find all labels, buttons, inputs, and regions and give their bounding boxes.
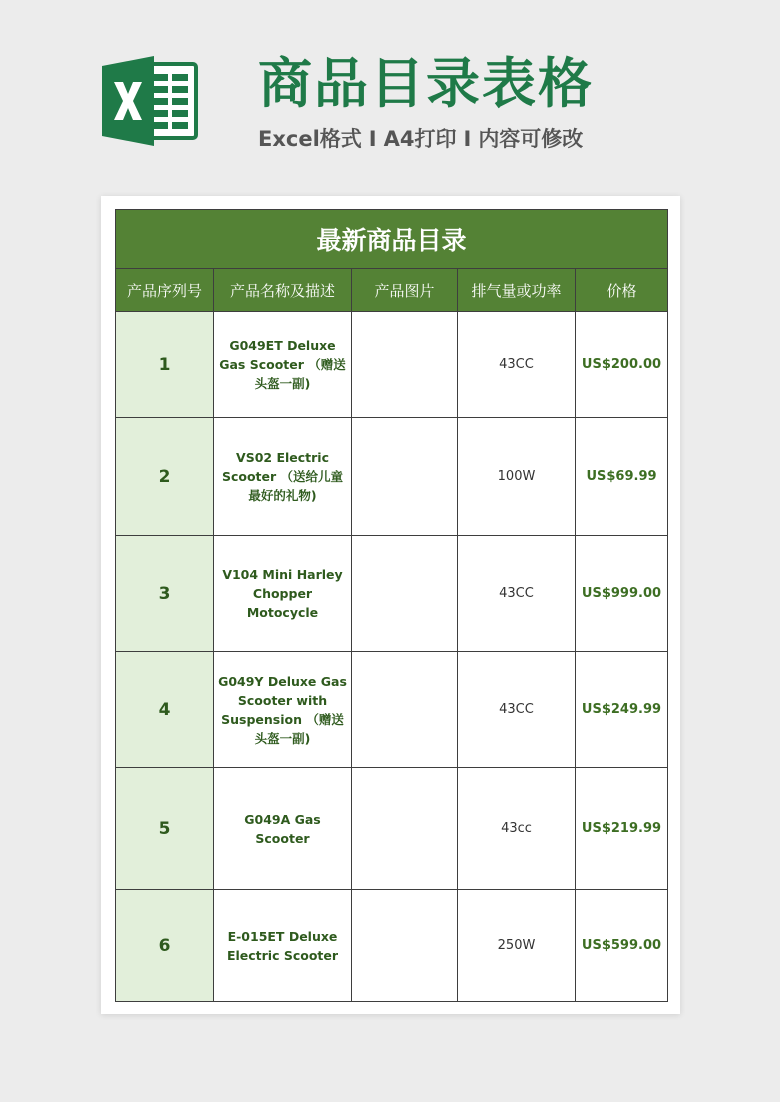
product-displacement: 250W	[458, 890, 576, 1002]
product-displacement: 43cc	[458, 768, 576, 890]
product-id: 6	[116, 890, 214, 1002]
separator: I	[368, 127, 377, 151]
product-id: 5	[116, 768, 214, 890]
product-price: US$219.99	[576, 768, 668, 890]
product-image	[352, 418, 458, 536]
product-price: US$999.00	[576, 536, 668, 652]
product-id: 4	[116, 652, 214, 768]
table-row	[116, 652, 668, 768]
product-name: V104 Mini Harley Chopper Motocycle	[214, 536, 352, 652]
table-title-row	[116, 210, 668, 269]
product-price: US$249.99	[576, 652, 668, 768]
product-price: US$200.00	[576, 312, 668, 418]
product-id: 2	[116, 418, 214, 536]
feature-editable: 内容可修改	[478, 127, 584, 151]
product-displacement: 43CC	[458, 536, 576, 652]
column-header-image: 产品图片	[352, 269, 458, 312]
separator: I	[463, 127, 472, 151]
product-name: VS02 Electric Scooter （送给儿童最好的礼物)	[214, 418, 352, 536]
catalog-table	[115, 209, 668, 1002]
column-header-name: 产品名称及描述	[214, 269, 352, 312]
product-displacement: 43CC	[458, 652, 576, 768]
column-header-price: 价格	[576, 269, 668, 312]
feature-excel: Excel格式	[258, 127, 362, 151]
subtitle	[258, 124, 583, 154]
product-name: G049A Gas Scooter	[214, 768, 352, 890]
table-row	[116, 768, 668, 890]
product-id: 3	[116, 536, 214, 652]
product-name: G049Y Deluxe Gas Scooter with Suspension （赠送头盔一副)	[214, 652, 352, 768]
product-displacement: 43CC	[458, 312, 576, 418]
product-price: US$69.99	[576, 418, 668, 536]
feature-a4: A4打印	[383, 127, 457, 151]
column-header-id: 产品序列号	[116, 269, 214, 312]
excel-logo-icon	[100, 56, 200, 146]
table-row	[116, 890, 668, 1002]
table-header-row	[116, 269, 668, 312]
product-image	[352, 536, 458, 652]
product-price: US$599.00	[576, 890, 668, 1002]
page-title: 商品目录表格	[258, 52, 594, 115]
table-row	[116, 312, 668, 418]
product-image	[352, 652, 458, 768]
column-header-displacement: 排气量或功率	[458, 269, 576, 312]
product-name: G049ET Deluxe Gas Scooter （赠送头盔一副)	[214, 312, 352, 418]
product-displacement: 100W	[458, 418, 576, 536]
table-title: 最新商品目录	[116, 210, 668, 269]
table-row	[116, 418, 668, 536]
product-image	[352, 890, 458, 1002]
product-name: E-015ET Deluxe Electric Scooter	[214, 890, 352, 1002]
product-image	[352, 312, 458, 418]
product-image	[352, 768, 458, 890]
table-row	[116, 536, 668, 652]
product-id: 1	[116, 312, 214, 418]
